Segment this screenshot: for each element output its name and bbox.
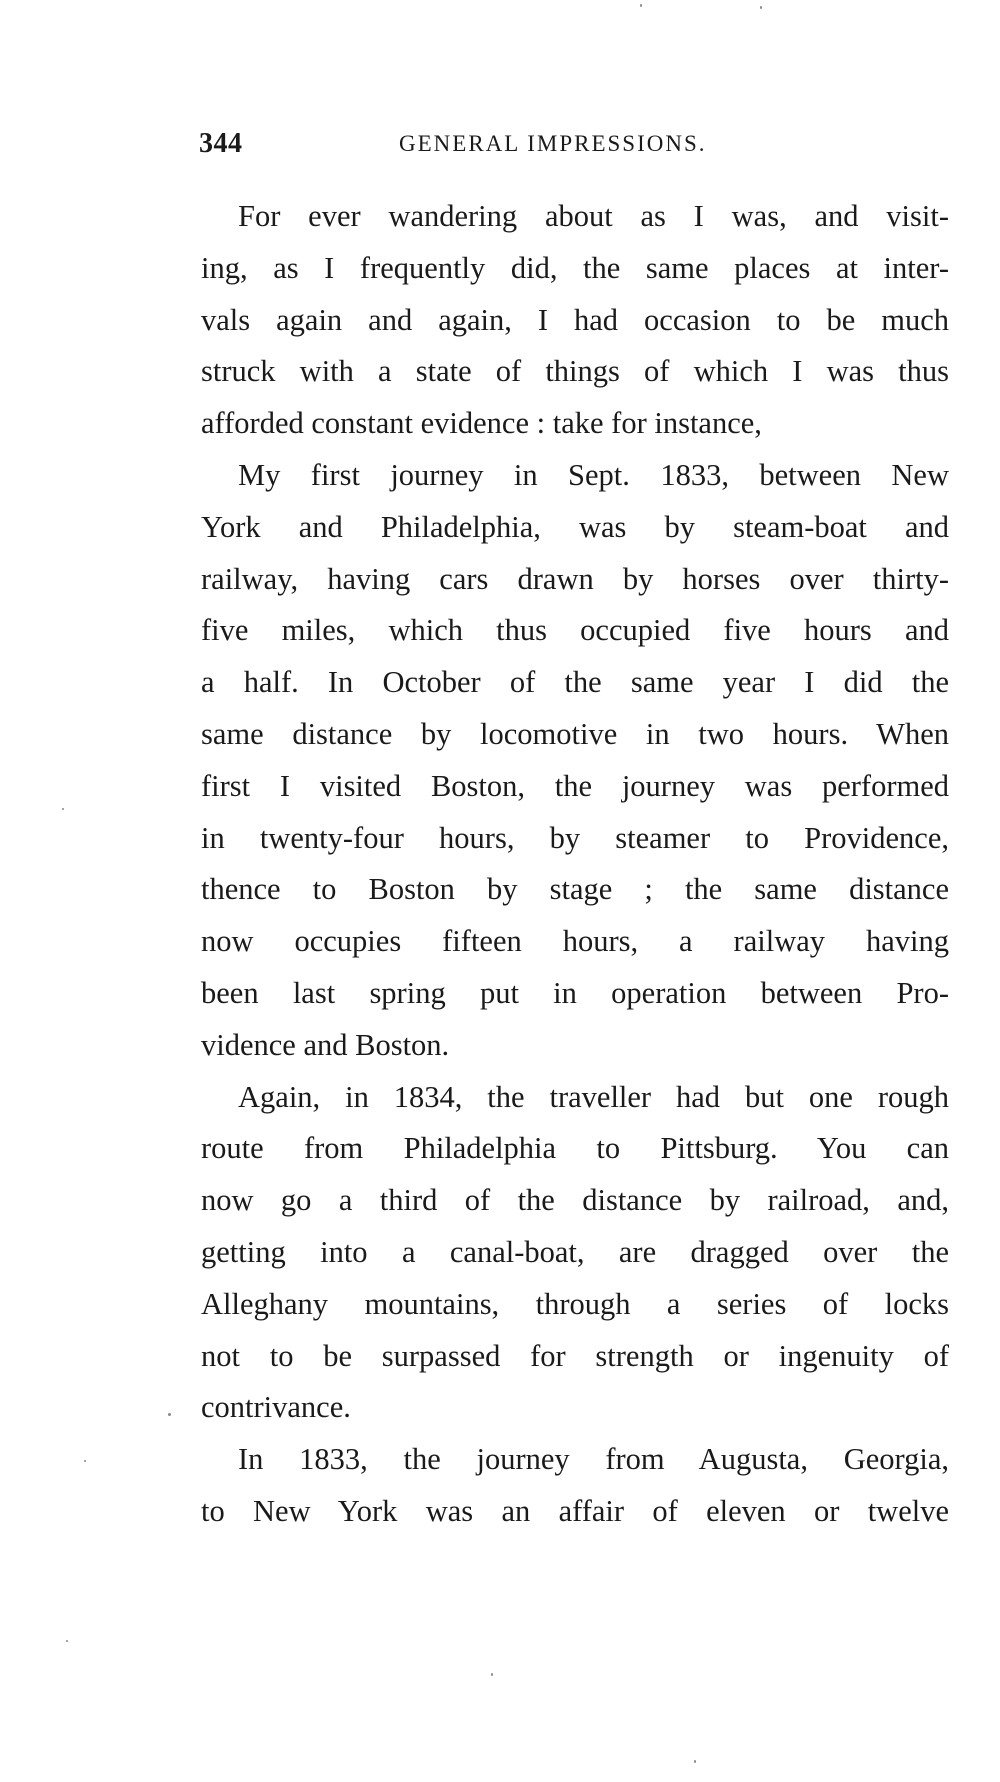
scan-speck [168,1413,171,1416]
scan-speck [84,1460,86,1462]
text-line: My first journey in Sept. 1833, between New [238,457,949,492]
text-line: For ever wandering about as I was, and visit- [238,199,949,233]
text-line: a half. In October of the same year I did the [201,665,949,700]
paragraph-4 [201,1434,949,1538]
scan-speck [62,808,64,810]
scan-speck [760,6,762,9]
text-line: first I visited Boston, the journey was performed [201,768,949,803]
running-head [199,128,949,164]
text-line: struck with a state of things of which I was thus [201,354,949,389]
text-line: thence to Boston by stage ; the same distance [201,872,949,907]
text-line: afforded constant evidence : take for instance, [201,406,762,441]
text-line: ing, as I frequently did, the same places at inter- [201,250,949,285]
text-line: route from Philadelphia to Pittsburg. You can [201,1131,949,1166]
page-number: 344 [199,128,243,159]
paragraph-2 [201,450,949,1072]
text-line: getting into a canal-boat, are dragged over the [201,1234,949,1269]
text-line: vidence and Boston. [201,1027,450,1062]
text-line: now go a third of the distance by railroad, and, [201,1183,949,1218]
text-line: contrivance. [201,1390,351,1425]
text-line: not to be surpassed for strength or ingenuity of [201,1338,949,1373]
paragraph-1 [201,191,949,450]
scan-speck [694,1760,696,1763]
scan-speck [66,1640,68,1642]
text-line: Alleghany mountains, through a series of locks [201,1286,949,1321]
running-title: GENERAL IMPRESSIONS. [399,131,707,156]
text-line: to New York was an affair of eleven or twelve [201,1493,949,1528]
text-line: been last spring put in operation between Pro- [201,975,949,1010]
text-line: vals again and again, I had occasion to be much [201,302,949,337]
text-line: five miles, which thus occupied five hours and [201,613,949,648]
scan-speck [640,4,642,7]
paragraph-3 [201,1072,949,1435]
text-line: In 1833, the journey from Augusta, Georgia, [238,1442,949,1477]
scan-speck [491,1673,493,1676]
text-line: in twenty-four hours, by steamer to Providence, [201,820,949,855]
body-text [201,191,949,1538]
text-line: Again, in 1834, the traveller had but one rough [238,1079,949,1114]
text-line: now occupies fifteen hours, a railway having [201,924,949,959]
text-line: same distance by locomotive in two hours. When [201,716,949,751]
text-line: railway, having cars drawn by horses over thirty- [201,561,949,596]
text-line: York and Philadelphia, was by steam-boat and [201,509,949,544]
